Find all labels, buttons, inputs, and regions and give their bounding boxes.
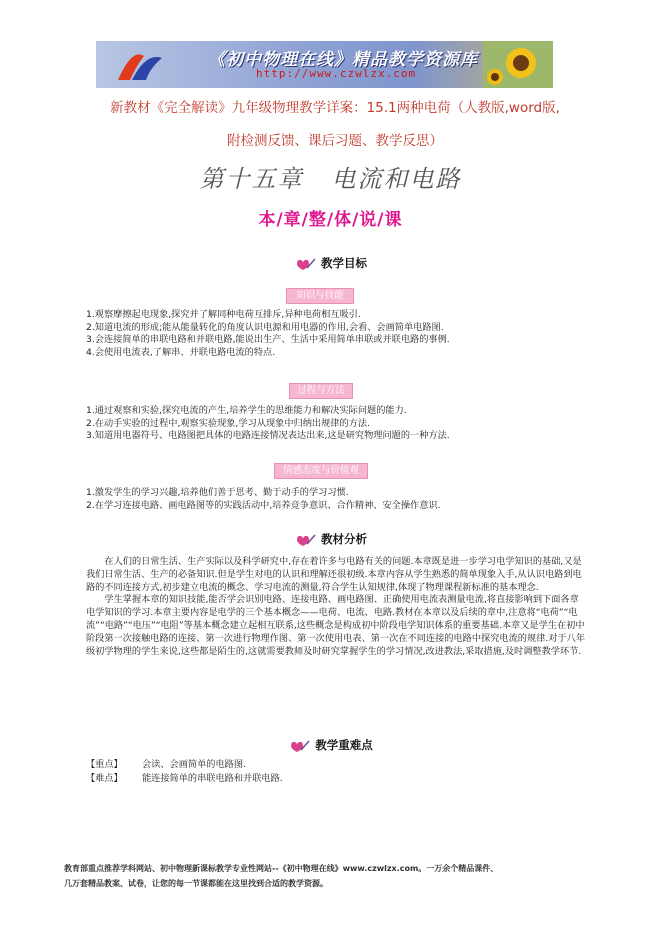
- list-item: 2.在学习连接电路、画电路图等的实践活动中,培养竞争意识、合作精神、安全操作意识.: [86, 499, 441, 511]
- pen-heart-icon: [294, 533, 316, 547]
- analysis-paragraph: 在人们的日常生活、生产实际以及科学研究中,存在着许多与电路有关的问题.本章既是进一步学习电学知识的基础,又是我们日常生活、生产的必备知识.但是学生对电的认识和理解还很初级.本章内容从学生熟悉的简单现象入手,从认识电路到电路的不同连接方式,初步建立电流的概念、学习电流的测量,符合学生认知规律,体现了物理课程新标准的基本理念.: [86, 556, 582, 593]
- knowledge-skills-list: [86, 309, 606, 360]
- list-item: 4.会使用电流表,了解串、并联电路电流的特点.: [86, 347, 276, 359]
- analysis-heading-text: 教材分析: [321, 532, 367, 546]
- document-title-line-1: 新教材《完全解读》九年级物理教学详案：15.1两种电荷（人教版,word版,: [110, 100, 560, 116]
- document-title-line-2: 附检测反馈、课后习题、教学反思）: [227, 133, 443, 149]
- keypoint-label: 【重点】: [86, 759, 123, 770]
- list-item: 1.激发学生的学习兴趣,培养他们善于思考、勤于动手的学习习惯.: [86, 487, 349, 498]
- footer-line: 教育部重点推荐学科网站、初中物理新课标教学专业性网站--《初中物理在线》www.czwlzx.com。一万余个精品课件、: [64, 864, 499, 873]
- tag-knowledge-skills: 知识与技能: [286, 288, 354, 304]
- list-item: 3.会连接简单的串联电路和并联电路,能说出生产、生活中采用简单串联或并联电路的事例.: [86, 334, 450, 346]
- pen-heart-icon: [288, 739, 310, 753]
- keypoint-row: [86, 758, 283, 772]
- analysis-body: [86, 556, 586, 658]
- chapter-number: 第十五章: [199, 165, 304, 193]
- keypoint-text: 会读、会画简单的电路图.: [142, 759, 246, 770]
- keypoint-text: 能连接简单的串联电路和并联电路.: [142, 773, 283, 784]
- goals-heading: [0, 255, 661, 271]
- list-item: 1.通过观察和实验,探究电流的产生,培养学生的思维能力和解决实际问题的能力.: [86, 405, 407, 416]
- banner-url[interactable]: http://www.czwlzx.com: [256, 67, 417, 80]
- overview-title: 本/章/整/体/说/课: [258, 210, 403, 230]
- keypoint-label: 【难点】: [86, 773, 123, 784]
- chapter-heading: [0, 159, 661, 194]
- page-footer: [64, 861, 604, 891]
- goals-heading-text: 教学目标: [321, 256, 367, 270]
- sunflower-icon: [483, 41, 553, 88]
- list-item: 1.观察摩擦起电现象,探究并了解同种电荷互排斥,异种电荷相互吸引.: [86, 309, 361, 320]
- list-item: 2.知道电流的形成;能从能量转化的角度认识电源和用电器的作用,会看、会画简单电路图.: [86, 321, 444, 333]
- analysis-heading: [0, 531, 661, 547]
- tag-process-methods: 过程与方法: [289, 383, 353, 399]
- keypoints-heading: [0, 737, 661, 753]
- site-banner: [96, 41, 553, 88]
- chapter-name: 电流和电路: [331, 165, 462, 193]
- tag-attitudes-values: 情感态度与价值观: [274, 463, 368, 479]
- list-item: 2.在动手实验的过程中,观察实验现象,学习从现象中归纳出规律的方法.: [86, 417, 370, 429]
- pen-heart-icon: [294, 257, 316, 271]
- attitudes-values-list: [86, 487, 606, 512]
- banner-title: 《初中物理在线》精品教学资源库: [208, 50, 478, 70]
- analysis-paragraph: 学生掌握本章的知识技能,能否学会识别电路、连接电路、画电路图、正确使用电流表测量电流,将直接影响到下面各章电学知识的学习.本章主要内容是电学的三个基本概念——电荷、电流、电路.教材在本章以及后续的章中,注意将“电荷”“电流”“电路”“电压”“电阻”等基本概念建立起相互联系,这些概念是构成初中阶段电学知识体系的重要基础.本章又是学生在初中阶段第一次接触电路的连接、第一次进行物理作图、第一次使用电表、第一次在不同连接的电路中探究电流的规律.对于八年级初学物理的学生来说,这些都是陌生的,这就需要教师及时研究掌握学生的学习情况,改进教法,采取措施,及时调整教学环节.: [86, 594, 586, 657]
- keypoint-row: [86, 772, 283, 786]
- list-item: 3.知道用电器符号、电路图把具体的电路连接情况表达出来,这是研究物理问题的一种方法.: [86, 430, 450, 442]
- keypoints-list: [86, 758, 283, 786]
- footer-line: 几万套精品教案、试卷，让您的每一节课都能在这里找到合适的教学资源。: [64, 879, 328, 888]
- keypoints-heading-text: 教学重难点: [315, 738, 373, 752]
- process-methods-list: [86, 405, 606, 443]
- site-logo-icon: [114, 46, 166, 84]
